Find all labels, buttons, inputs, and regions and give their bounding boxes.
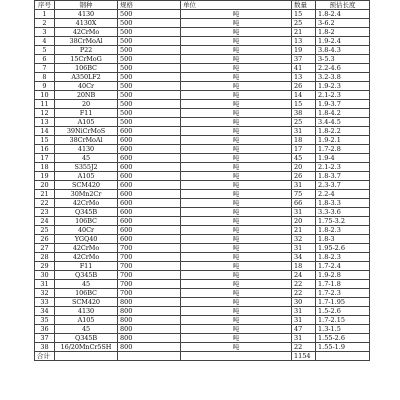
cell-index: 7: [35, 64, 55, 73]
cell-grade: 42CrMo: [55, 199, 118, 208]
total-spec-empty: [118, 352, 181, 361]
table-row: [35, 154, 370, 163]
cell-length: 3.2-3.8: [316, 73, 370, 82]
cell-index: 5: [35, 46, 55, 55]
table-row: [35, 73, 370, 82]
cell-length: 2.2-4: [316, 190, 370, 199]
cell-index: 29: [35, 262, 55, 271]
cell-index: 38: [35, 343, 55, 352]
cell-spec: 600: [118, 217, 181, 226]
cell-qty: 31: [292, 334, 316, 343]
cell-spec: 600: [118, 181, 181, 190]
cell-index: 3: [35, 28, 55, 37]
cell-grade: 4130X: [55, 19, 118, 28]
cell-spec: 700: [118, 244, 181, 253]
cell-unit: 吨: [181, 73, 292, 82]
cell-unit: 吨: [181, 343, 292, 352]
cell-unit: 吨: [181, 289, 292, 298]
cell-length: 3-5.3: [316, 55, 370, 64]
cell-index: 23: [35, 208, 55, 217]
table-row: [35, 262, 370, 271]
cell-unit: 吨: [181, 10, 292, 19]
cell-qty: 15: [292, 100, 316, 109]
cell-qty: 31: [292, 181, 316, 190]
cell-index: 8: [35, 73, 55, 82]
table-row: [35, 118, 370, 127]
cell-spec: 600: [118, 154, 181, 163]
cell-unit: 吨: [181, 307, 292, 316]
cell-grade: F11: [55, 109, 118, 118]
table-row: [35, 64, 370, 73]
cell-length: 1.8-4.2: [316, 109, 370, 118]
cell-grade: P22: [55, 46, 118, 55]
cell-qty: 25: [292, 19, 316, 28]
cell-unit: 吨: [181, 316, 292, 325]
cell-unit: 吨: [181, 28, 292, 37]
cell-grade: A105: [55, 172, 118, 181]
cell-spec: 700: [118, 253, 181, 262]
cell-qty: 18: [292, 262, 316, 271]
table-row: [35, 136, 370, 145]
cell-spec: 600: [118, 190, 181, 199]
cell-index: 14: [35, 127, 55, 136]
cell-index: 13: [35, 118, 55, 127]
cell-unit: 吨: [181, 298, 292, 307]
cell-spec: 800: [118, 334, 181, 343]
table-row: [35, 325, 370, 334]
cell-length: 1.7-2.8: [316, 145, 370, 154]
table-row: [35, 172, 370, 181]
cell-spec: 500: [118, 19, 181, 28]
header-grade: 钢种: [55, 1, 118, 10]
cell-unit: 吨: [181, 262, 292, 271]
cell-index: 12: [35, 109, 55, 118]
cell-qty: 22: [292, 280, 316, 289]
cell-length: 1.8-2: [316, 28, 370, 37]
cell-length: 2.3-3.7: [316, 181, 370, 190]
cell-qty: 32: [292, 235, 316, 244]
cell-spec: 600: [118, 208, 181, 217]
cell-grade: 30Mn2Cr: [55, 190, 118, 199]
cell-grade: 20: [55, 100, 118, 109]
cell-unit: 吨: [181, 280, 292, 289]
cell-index: 36: [35, 325, 55, 334]
table-row: [35, 10, 370, 19]
table-row: [35, 28, 370, 37]
cell-spec: 600: [118, 226, 181, 235]
cell-unit: 吨: [181, 172, 292, 181]
cell-qty: 20: [292, 163, 316, 172]
cell-grade: 42CrMo: [55, 28, 118, 37]
cell-unit: 吨: [181, 244, 292, 253]
table-row: [35, 91, 370, 100]
cell-unit: 吨: [181, 163, 292, 172]
cell-grade: SCM420: [55, 181, 118, 190]
cell-length: 1.7-2.4: [316, 262, 370, 271]
cell-qty: 13: [292, 73, 316, 82]
table-row: [35, 82, 370, 91]
table-row: [35, 37, 370, 46]
cell-spec: 700: [118, 262, 181, 271]
cell-length: 1.7-1.95: [316, 298, 370, 307]
cell-spec: 800: [118, 316, 181, 325]
cell-length: 1.8-3.3: [316, 199, 370, 208]
cell-index: 2: [35, 19, 55, 28]
steel-inventory-table: [34, 0, 370, 361]
cell-index: 19: [35, 172, 55, 181]
cell-qty: 37: [292, 55, 316, 64]
header-qty: 数量: [292, 1, 316, 10]
cell-unit: 吨: [181, 82, 292, 91]
cell-index: 6: [35, 55, 55, 64]
cell-grade: 40Cr: [55, 82, 118, 91]
cell-unit: 吨: [181, 199, 292, 208]
cell-unit: 吨: [181, 64, 292, 73]
cell-qty: 25: [292, 118, 316, 127]
total-row: [35, 352, 370, 361]
table-row: [35, 55, 370, 64]
cell-length: 1.9-2.3: [316, 82, 370, 91]
cell-unit: 吨: [181, 118, 292, 127]
table-row: [35, 208, 370, 217]
cell-length: 2.1-2.3: [316, 163, 370, 172]
cell-index: 16: [35, 145, 55, 154]
cell-spec: 600: [118, 127, 181, 136]
cell-index: 22: [35, 199, 55, 208]
cell-index: 10: [35, 91, 55, 100]
table-row: [35, 226, 370, 235]
cell-length: 1.9-2.1: [316, 136, 370, 145]
cell-grade: 38CrMoAl: [55, 136, 118, 145]
cell-qty: 19: [292, 46, 316, 55]
cell-qty: 17: [292, 145, 316, 154]
cell-qty: 31: [292, 244, 316, 253]
cell-qty: 38: [292, 109, 316, 118]
cell-index: 27: [35, 244, 55, 253]
cell-unit: 吨: [181, 37, 292, 46]
cell-index: 9: [35, 82, 55, 91]
cell-qty: 13: [292, 37, 316, 46]
cell-grade: 106BC: [55, 289, 118, 298]
header-length: 预估长度: [316, 1, 370, 10]
cell-grade: 39NiCrMoS: [55, 127, 118, 136]
cell-unit: 吨: [181, 127, 292, 136]
cell-length: 1.9-2.4: [316, 37, 370, 46]
table-row: [35, 307, 370, 316]
cell-length: 1.95-2.6: [316, 244, 370, 253]
cell-unit: 吨: [181, 208, 292, 217]
cell-qty: 31: [292, 316, 316, 325]
cell-spec: 500: [118, 55, 181, 64]
cell-index: 17: [35, 154, 55, 163]
cell-grade: A350LF2: [55, 73, 118, 82]
table-row: [35, 280, 370, 289]
cell-length: 1.55-2.6: [316, 334, 370, 343]
cell-unit: 吨: [181, 334, 292, 343]
table-row: [35, 316, 370, 325]
cell-grade: 45: [55, 325, 118, 334]
cell-length: 1.9-4: [316, 154, 370, 163]
cell-length: 1.75-3.2: [316, 217, 370, 226]
cell-grade: SCM420: [55, 298, 118, 307]
cell-grade: YGQ40: [55, 235, 118, 244]
cell-spec: 500: [118, 73, 181, 82]
cell-qty: 18: [292, 136, 316, 145]
cell-index: 1: [35, 10, 55, 19]
cell-length: 2.2-4.6: [316, 64, 370, 73]
cell-grade: 45: [55, 280, 118, 289]
cell-unit: 吨: [181, 235, 292, 244]
cell-unit: 吨: [181, 136, 292, 145]
cell-qty: 21: [292, 226, 316, 235]
cell-qty: 47: [292, 325, 316, 334]
cell-spec: 600: [118, 199, 181, 208]
cell-unit: 吨: [181, 100, 292, 109]
cell-length: 1.9-3.7: [316, 100, 370, 109]
cell-unit: 吨: [181, 253, 292, 262]
total-unit-empty: [181, 352, 292, 361]
cell-spec: 500: [118, 118, 181, 127]
cell-unit: 吨: [181, 190, 292, 199]
table-row: [35, 289, 370, 298]
cell-qty: 31: [292, 307, 316, 316]
cell-index: 25: [35, 226, 55, 235]
cell-length: 3.4-4.5: [316, 118, 370, 127]
header-row: [35, 1, 370, 10]
cell-spec: 800: [118, 298, 181, 307]
cell-qty: 34: [292, 253, 316, 262]
table-row: [35, 46, 370, 55]
cell-length: 1.8-2.3: [316, 253, 370, 262]
cell-grade: 42CrMo: [55, 253, 118, 262]
cell-spec: 500: [118, 37, 181, 46]
cell-index: 18: [35, 163, 55, 172]
table-row: [35, 235, 370, 244]
cell-spec: 500: [118, 109, 181, 118]
cell-length: 1.9-2.8: [316, 271, 370, 280]
cell-unit: 吨: [181, 181, 292, 190]
total-qty: 1154: [292, 352, 316, 361]
cell-index: 34: [35, 307, 55, 316]
cell-index: 33: [35, 298, 55, 307]
cell-length: 1.8-2.4: [316, 10, 370, 19]
cell-grade: Q345B: [55, 334, 118, 343]
header-index: 序号: [35, 1, 55, 10]
cell-unit: 吨: [181, 55, 292, 64]
table-row: [35, 334, 370, 343]
total-length-empty: [316, 352, 370, 361]
cell-grade: 40Cr: [55, 226, 118, 235]
cell-unit: 吨: [181, 325, 292, 334]
cell-index: 26: [35, 235, 55, 244]
cell-grade: 4130: [55, 307, 118, 316]
cell-unit: 吨: [181, 46, 292, 55]
table-row: [35, 100, 370, 109]
table-row: [35, 190, 370, 199]
cell-spec: 800: [118, 307, 181, 316]
cell-qty: 15: [292, 10, 316, 19]
cell-grade: A105: [55, 316, 118, 325]
table-row: [35, 181, 370, 190]
table-body: [35, 1, 370, 361]
cell-length: 3.8-4.3: [316, 46, 370, 55]
cell-index: 4: [35, 37, 55, 46]
cell-spec: 800: [118, 325, 181, 334]
cell-qty: 31: [292, 208, 316, 217]
cell-spec: 500: [118, 100, 181, 109]
cell-length: 3.3-3.6: [316, 208, 370, 217]
cell-unit: 吨: [181, 217, 292, 226]
cell-index: 24: [35, 217, 55, 226]
cell-grade: 42CrMo: [55, 244, 118, 253]
cell-spec: 700: [118, 289, 181, 298]
cell-qty: 26: [292, 82, 316, 91]
cell-index: 15: [35, 136, 55, 145]
cell-spec: 600: [118, 163, 181, 172]
cell-qty: 66: [292, 199, 316, 208]
cell-spec: 500: [118, 28, 181, 37]
cell-grade: F11: [55, 262, 118, 271]
cell-unit: 吨: [181, 19, 292, 28]
cell-spec: 600: [118, 172, 181, 181]
cell-qty: 22: [292, 343, 316, 352]
cell-grade: 4130: [55, 10, 118, 19]
cell-grade: A105: [55, 118, 118, 127]
cell-qty: 75: [292, 190, 316, 199]
cell-unit: 吨: [181, 154, 292, 163]
cell-unit: 吨: [181, 226, 292, 235]
cell-qty: 45: [292, 154, 316, 163]
cell-grade: 106BC: [55, 217, 118, 226]
cell-length: 1.7-2.15: [316, 316, 370, 325]
cell-grade: 16/20MnCr5SH: [55, 343, 118, 352]
cell-qty: 41: [292, 64, 316, 73]
cell-qty: 24: [292, 271, 316, 280]
cell-index: 37: [35, 334, 55, 343]
table-row: [35, 271, 370, 280]
cell-qty: 31: [292, 127, 316, 136]
cell-unit: 吨: [181, 271, 292, 280]
cell-spec: 600: [118, 235, 181, 244]
total-label: 合计: [35, 352, 55, 361]
cell-length: 1.7-1.8: [316, 280, 370, 289]
table-row: [35, 127, 370, 136]
cell-unit: 吨: [181, 91, 292, 100]
table-row: [35, 253, 370, 262]
cell-length: 1.55-1.9: [316, 343, 370, 352]
cell-index: 21: [35, 190, 55, 199]
cell-index: 32: [35, 289, 55, 298]
cell-index: 30: [35, 271, 55, 280]
cell-qty: 21: [292, 28, 316, 37]
cell-length: 3-6.2: [316, 19, 370, 28]
cell-spec: 700: [118, 280, 181, 289]
cell-spec: 800: [118, 343, 181, 352]
total-grade-empty: [55, 352, 118, 361]
table-row: [35, 145, 370, 154]
table-row: [35, 217, 370, 226]
cell-length: 1.8-3: [316, 235, 370, 244]
cell-spec: 500: [118, 91, 181, 100]
cell-length: 2.1-2.3: [316, 91, 370, 100]
cell-spec: 500: [118, 82, 181, 91]
table-row: [35, 343, 370, 352]
cell-spec: 700: [118, 271, 181, 280]
cell-qty: 20: [292, 217, 316, 226]
cell-length: 1.8-2.3: [316, 226, 370, 235]
cell-length: 1.5-2.6: [316, 307, 370, 316]
cell-index: 31: [35, 280, 55, 289]
table-row: [35, 109, 370, 118]
header-spec: 规格: [118, 1, 181, 10]
table-row: [35, 19, 370, 28]
cell-unit: 吨: [181, 145, 292, 154]
cell-grade: 38CrMoAl: [55, 37, 118, 46]
cell-length: 1.3-1.5: [316, 325, 370, 334]
cell-unit: 吨: [181, 109, 292, 118]
cell-index: 35: [35, 316, 55, 325]
cell-grade: Q345B: [55, 271, 118, 280]
cell-index: 28: [35, 253, 55, 262]
table-row: [35, 199, 370, 208]
cell-spec: 500: [118, 46, 181, 55]
cell-grade: 15CrMoG: [55, 55, 118, 64]
cell-grade: 45: [55, 154, 118, 163]
cell-grade: S355J2: [55, 163, 118, 172]
cell-spec: 500: [118, 64, 181, 73]
cell-index: 20: [35, 181, 55, 190]
cell-index: 11: [35, 100, 55, 109]
cell-spec: 600: [118, 145, 181, 154]
cell-length: 1.8-2.2: [316, 127, 370, 136]
cell-grade: 4130: [55, 145, 118, 154]
cell-grade: 106BC: [55, 64, 118, 73]
cell-grade: 20NB: [55, 91, 118, 100]
cell-spec: 600: [118, 136, 181, 145]
cell-qty: 14: [292, 91, 316, 100]
table-row: [35, 298, 370, 307]
cell-length: 1.8-3.7: [316, 172, 370, 181]
cell-spec: 500: [118, 10, 181, 19]
header-unit: 单位: [181, 1, 292, 10]
cell-qty: 22: [292, 289, 316, 298]
cell-qty: 30: [292, 298, 316, 307]
cell-qty: 26: [292, 172, 316, 181]
table-row: [35, 244, 370, 253]
cell-length: 1.7-2.3: [316, 289, 370, 298]
table-row: [35, 163, 370, 172]
cell-grade: Q345B: [55, 208, 118, 217]
